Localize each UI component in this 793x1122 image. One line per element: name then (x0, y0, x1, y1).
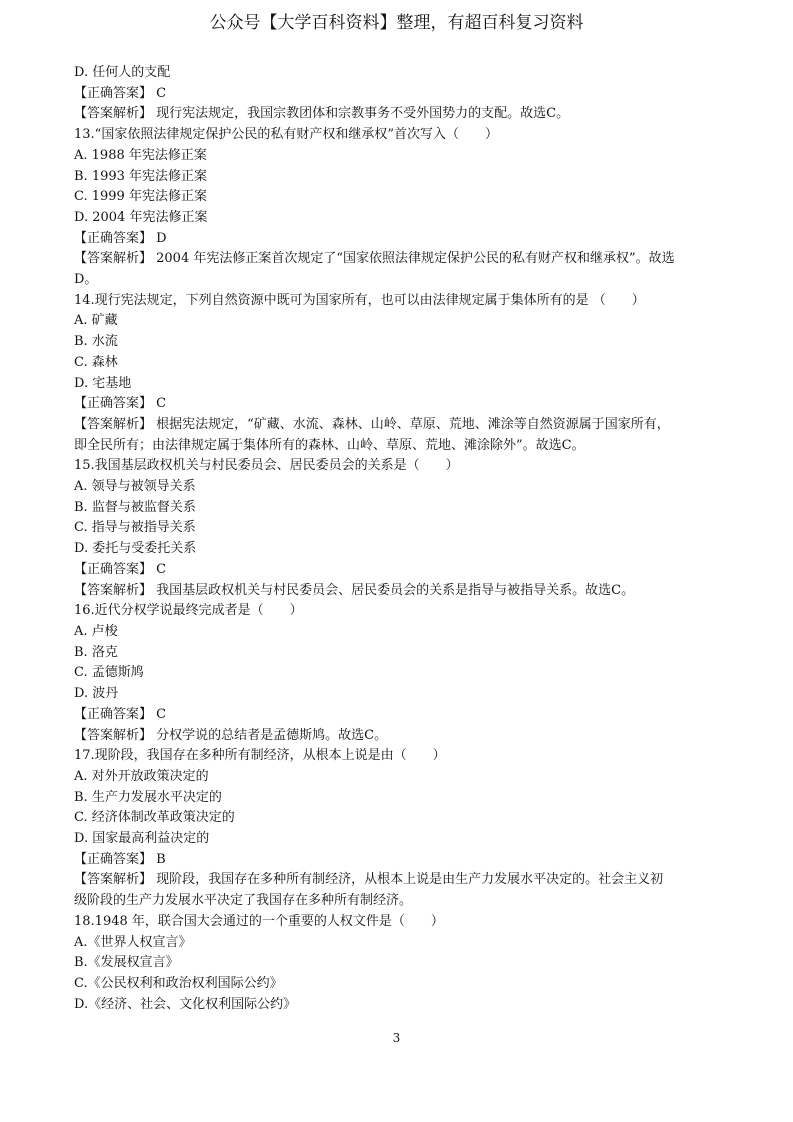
text-line: B. 水流 (74, 334, 118, 350)
text-line: 15.我国基层政权机关与村民委员会、居民委员会的关系是（ ） (74, 458, 459, 474)
document-body (74, 63, 724, 1015)
text-line: 【答案解析】 现阶段，我国存在多种所有制经济，从根本上说是由生产力发展水平决定的。社会主义初 (74, 872, 664, 888)
text-line: D. 委托与受委托关系 (74, 541, 197, 557)
text-line: 【答案解析】 现行宪法规定，我国宗教团体和宗教事务不受外国势力的支配。故选C。 (74, 106, 570, 122)
text-line: D。 (74, 272, 98, 288)
text-line: C. 经济体制改革政策决定的 (74, 810, 235, 826)
text-line: C. 孟德斯鸠 (74, 665, 144, 681)
text-line: 【答案解析】 2004 年宪法修正案首次规定了“国家依照法律规定保护公民的私有财产权和继承权”。故选 (74, 251, 675, 267)
text-line: A. 对外开放政策决定的 (74, 768, 209, 784)
text-line: 18.1948 年，联合国大会通过的一个重要的人权文件是（ ） (74, 913, 444, 929)
page-number: 3 (392, 1031, 401, 1045)
text-line: B. 1993 年宪法修正案 (74, 168, 208, 184)
text-line: 【正确答案】 D (74, 230, 167, 246)
text-line: A. 卢梭 (74, 623, 118, 639)
text-line: A. 领导与被领导关系 (74, 479, 196, 495)
page-header: 公众号【大学百科资料】整理，有超百科复习资料 (209, 13, 584, 33)
text-line: 级阶段的生产力发展水平决定了我国存在多种所有制经济。 (74, 893, 413, 909)
text-line: C. 1999 年宪法修正案 (74, 189, 207, 205)
text-line: D. 2004 年宪法修正案 (74, 209, 208, 225)
text-line: C.《公民权利和政治权利国际公约》 (74, 975, 283, 991)
text-line: A. 1988 年宪法修正案 (74, 147, 207, 163)
text-line: C. 森林 (74, 354, 118, 370)
text-line: 【正确答案】 C (74, 85, 167, 101)
text-line: A.《世界人权宣言》 (74, 934, 192, 950)
text-line: 【答案解析】 根据宪法规定，“矿藏、水流、森林、山岭、草原、荒地、滩涂等自然资源属于国家所有， (74, 416, 670, 432)
text-line: 14.现行宪法规定，下列自然资源中既可为国家所有，也可以由法律规定属于集体所有的是 （ ） (74, 292, 645, 308)
text-line: 【正确答案】 C (74, 561, 167, 577)
text-line: D. 国家最高利益决定的 (74, 831, 210, 847)
text-line: 13.“国家依照法律规定保护公民的私有财产权和继承权”首次写入（ ） (74, 127, 498, 143)
text-line: D. 任何人的支配 (74, 65, 171, 80)
text-line: D. 波丹 (74, 686, 119, 702)
text-line: C. 指导与被指导关系 (74, 520, 196, 536)
text-line: 17.现阶段，我国存在多种所有制经济，从根本上说是由（ ） (74, 748, 446, 764)
text-line: 【正确答案】 C (74, 396, 167, 412)
text-line: D.《经济、社会、文化权利国际公约》 (74, 996, 297, 1012)
text-line: A. 矿藏 (74, 313, 118, 329)
text-line: D. 宅基地 (74, 375, 132, 391)
text-line: B. 生产力发展水平决定的 (74, 789, 222, 805)
text-line: 16.近代分权学说最终完成者是（ ） (74, 603, 303, 619)
text-line: B. 监督与被监督关系 (74, 499, 196, 515)
text-line: B.《发展权宣言》 (74, 955, 179, 971)
text-line: 即全民所有；由法律规定属于集体所有的森林、山岭、草原、荒地、滩涂除外”。故选C。 (74, 437, 585, 453)
text-line: B. 洛克 (74, 644, 118, 660)
text-line: 【正确答案】 C (74, 706, 167, 722)
text-line: 【正确答案】 B (74, 851, 166, 867)
text-line: 【答案解析】 我国基层政权机关与村民委员会、居民委员会的关系是指导与被指导关系。故选C。 (74, 582, 635, 598)
text-line: 【答案解析】 分权学说的总结者是孟德斯鸠。故选C。 (74, 727, 388, 743)
